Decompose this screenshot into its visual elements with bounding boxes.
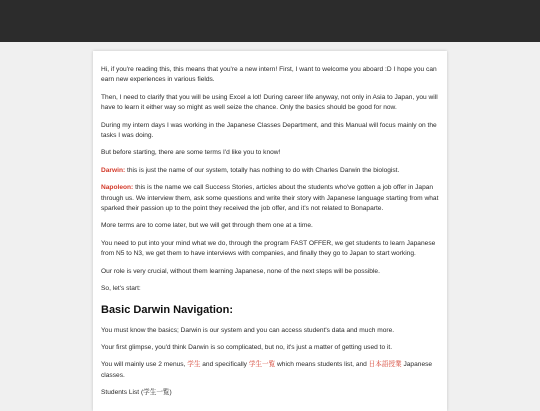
section-paragraph-3 [101,360,439,381]
body-paragraph-6: You need to put into your mind what we do, through the program FAST OFFER, we get students to learn Japanese from N5 to N3, we get them to have interviews with companies, and finally they go to Japan to start working. [101,239,436,258]
top-bar [0,0,540,42]
intro-paragraph-4: But before starting, there are some terms I'd like you to know! [101,149,281,157]
section-paragraph-3-text-b: and specifically [200,361,249,369]
section-paragraph-4-partial: Students List (学生一覧) [101,389,172,397]
term-darwin [101,166,439,176]
intro-paragraph-1: Hi, if you're reading this, this means that you're a new intern! First, I want to welcome you aboard :D I hope you can earn new experiences in various fields. [101,66,437,84]
section-heading: Basic Darwin Navigation: [101,303,234,316]
body-paragraph-8: So, let's start: [101,285,141,293]
term-napoleon [101,183,439,214]
section-paragraph-3-text-c: which means students list, and [275,361,369,369]
body-paragraph-7: Our role is very crucial, without them learning Japanese, none of the next steps will be possible. [101,267,380,275]
intro-paragraph-3: During my intern days I was working in the Japanese Classes Department, and this Manual will focus mainly on the tasks I was doing. [101,121,437,140]
link-students-menu: 学生 [187,361,201,369]
term-napoleon-name: Napoleon: [101,184,134,192]
section-paragraph-2: Your first glimpse, you'd think Darwin is so complicated, but no, it's just a matter of getting used to it. [101,343,393,351]
section-paragraph-3-text-a: You will mainly use 2 menus, [101,361,188,369]
link-japanese-classes: 日本語授業 [368,361,402,369]
intro-paragraph-2: Then, I need to clarify that you will be using Excel a lot! During career life anyway, not only in Asia to Japan, you will have to learn it either way so might as well seize the chance. Only the basics should be good for now. [101,93,438,112]
term-darwin-name: Darwin: [101,166,126,174]
link-students-list: 学生一覧 [248,361,276,369]
section-paragraph-3-text-d: Japanese classes. [101,361,433,379]
section-paragraph-1: You must know the basics; Darwin is our system and you can access student's data and much more. [101,326,395,334]
term-napoleon-text: this is the name we call Success Stories, articles about the students who've gotten a job offer in Japan through us. We interview them, ask some questions and write their story with Japanese language starting from what sparked their passion up to the point they received the job offer, and it's not related to Bonaparte. [101,184,439,213]
body-paragraph-5: More terms are to come later, but we will get through them one at a time. [101,222,313,230]
term-darwin-text: this is just the name of our system, totally has nothing to do with Charles Darwin the biologist. [125,166,400,174]
document-page [93,51,447,411]
